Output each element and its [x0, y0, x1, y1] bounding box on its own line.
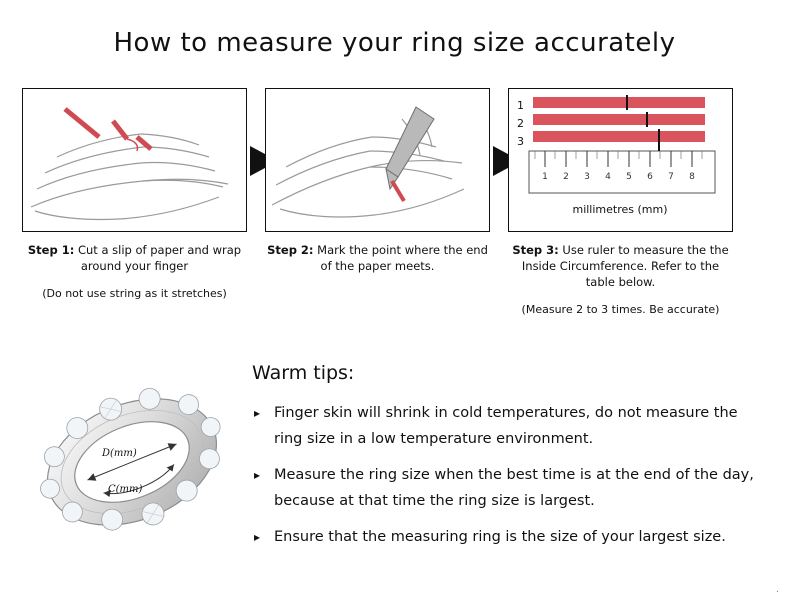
step-1-label: Step 1: — [27, 243, 75, 257]
warm-tips-section — [252, 362, 762, 560]
steps-section — [18, 88, 773, 338]
band-number-labels — [517, 97, 524, 151]
warm-tip-item — [252, 524, 762, 550]
band-number-3: 3 — [517, 135, 524, 148]
ring-circumference-label: C(mm) — [108, 484, 143, 495]
step-2-illustration — [265, 88, 490, 232]
warm-tip-text: Ensure that the measuring ring is the size of your largest size. — [274, 529, 726, 545]
step-1-note: (Do not use string as it stretches) — [42, 287, 227, 300]
bullet-triangle-icon: ▸ — [254, 530, 261, 544]
warm-tip-text: Finger skin will shrink in cold temperatures, do not measure the ring size in a low temperature environment. — [274, 405, 738, 447]
step-3-label: Step 3: — [512, 243, 559, 257]
svg-text:4: 4 — [605, 172, 611, 182]
step-3-note: (Measure 2 to 3 times. Be accurate) — [521, 303, 720, 316]
svg-text:1: 1 — [542, 172, 548, 182]
step-3-illustration — [508, 88, 733, 232]
step-3-caption — [508, 242, 733, 290]
eternity-ring-icon — [22, 352, 242, 572]
bullet-triangle-icon: ▸ — [254, 468, 261, 482]
step-2-text: Mark the point where the end of the paper meets. — [313, 243, 488, 273]
svg-text:5: 5 — [626, 172, 632, 182]
warm-tip-item — [252, 462, 762, 514]
warm-tip-item — [252, 400, 762, 452]
step-2-label: Step 2: — [267, 243, 314, 257]
step-1 — [22, 88, 247, 300]
page-title: How to measure your ring size accurately — [113, 28, 676, 58]
ring-diagram — [22, 352, 242, 582]
band-number-2: 2 — [517, 117, 524, 130]
corner-mark: · — [775, 587, 779, 598]
step-3-text: Use ruler to measure the the Inside Circumference. Refer to the table below. — [521, 243, 729, 289]
ruler-and-strips-icon — [509, 89, 732, 231]
svg-text:6: 6 — [647, 172, 653, 182]
svg-text:7: 7 — [668, 172, 674, 182]
warm-tips-heading: Warm tips: — [252, 362, 355, 384]
step-3 — [508, 88, 733, 316]
step-1-text: Cut a slip of paper and wrap around your finger — [74, 243, 242, 273]
ring-diameter-label: D(mm) — [102, 448, 137, 459]
svg-text:3: 3 — [584, 172, 590, 182]
step-1-caption — [22, 242, 247, 274]
svg-text:8: 8 — [689, 172, 695, 182]
step-2 — [265, 88, 490, 287]
warm-tip-text: Measure the ring size when the best time is at the end of the day, because at that time the ring size is largest. — [274, 467, 754, 509]
hand-marking-paper-icon — [266, 89, 489, 231]
step-1-illustration — [22, 88, 247, 232]
hand-with-paper-strip-icon — [23, 89, 246, 231]
step-2-caption — [265, 242, 490, 274]
band-number-1: 1 — [517, 99, 524, 112]
svg-text:2: 2 — [563, 172, 569, 182]
ruler-unit-caption: millimetres (mm) — [572, 203, 668, 216]
bullet-triangle-icon: ▸ — [254, 406, 261, 420]
